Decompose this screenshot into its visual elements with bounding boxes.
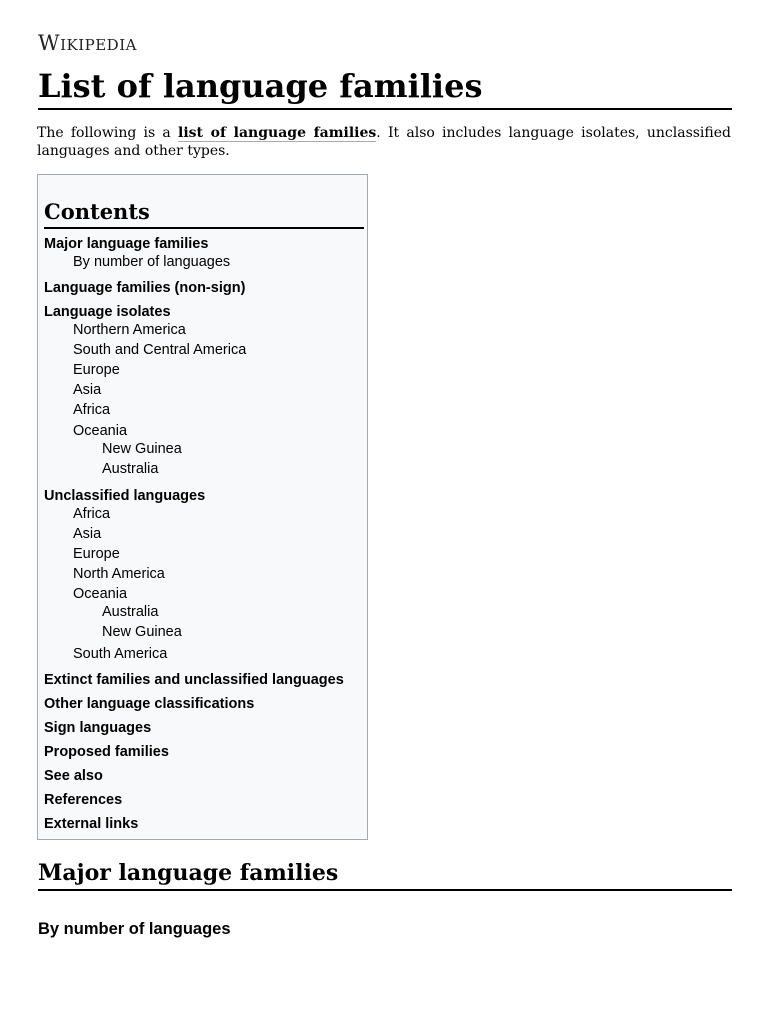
list-of-language-families-link[interactable]: list of language families [178,125,377,141]
toc-item-unclassified-languages[interactable]: Unclassified languages [44,488,206,504]
toc-item-language-families-non-sign[interactable]: Language families (non-sign) [44,280,246,296]
toc-item-major-language-families[interactable]: Major language families [44,236,209,252]
toc-item-unclassified-europe[interactable]: Europe [73,546,120,562]
toc-item-isolates-africa[interactable]: Africa [73,402,111,418]
toc-item-see-also[interactable]: See also [44,768,103,784]
toc-item-isolates-asia[interactable]: Asia [73,382,102,398]
intro-text-before: The following is a [37,125,179,141]
toc-item-isolates-northern-america[interactable]: Northern America [73,322,186,338]
intro-paragraph [37,124,731,160]
subsection-heading-by-number-of-languages: By number of languages [38,920,231,938]
toc-item-unclassified-oceania[interactable]: Oceania [73,586,128,602]
toc-item-proposed-families[interactable]: Proposed families [44,744,169,760]
wikipedia-logo[interactable]: Wikipedia [38,31,137,55]
toc-item-unclassified-asia[interactable]: Asia [73,526,102,542]
toc-item-by-number-of-languages[interactable]: By number of languages [73,254,231,270]
toc-item-unclassified-africa[interactable]: Africa [73,506,111,522]
toc-item-unclassified-south-america[interactable]: South America [73,646,168,662]
toc-item-isolates-oceania[interactable]: Oceania [73,423,128,439]
intro-text-after: . It also includes language isolates, unclassified languages and other types. [37,125,731,159]
toc-item-language-isolates[interactable]: Language isolates [44,304,171,320]
toc-item-unclassified-australia[interactable]: Australia [102,604,159,620]
toc-item-unclassified-new-guinea[interactable]: New Guinea [102,624,182,640]
toc-item-isolates-south-central-america[interactable]: South and Central America [73,342,247,358]
toc-item-unclassified-north-america[interactable]: North America [73,566,165,582]
toc-item-sign-languages[interactable]: Sign languages [44,720,152,736]
toc-item-references[interactable]: References [44,792,123,808]
toc-item-isolates-europe[interactable]: Europe [73,362,120,378]
section-heading-major-language-families: Major language families [38,858,732,891]
toc-item-isolates-new-guinea[interactable]: New Guinea [102,441,182,457]
toc-item-extinct-families[interactable]: Extinct families and unclassified languages [44,672,344,688]
toc-title: Contents [44,199,364,229]
page-title: List of language families [38,64,732,110]
toc-item-isolates-australia[interactable]: Australia [102,461,159,477]
table-of-contents [37,174,368,840]
toc-item-other-language-classifications[interactable]: Other language classifications [44,696,255,712]
toc-item-external-links[interactable]: External links [44,816,139,832]
